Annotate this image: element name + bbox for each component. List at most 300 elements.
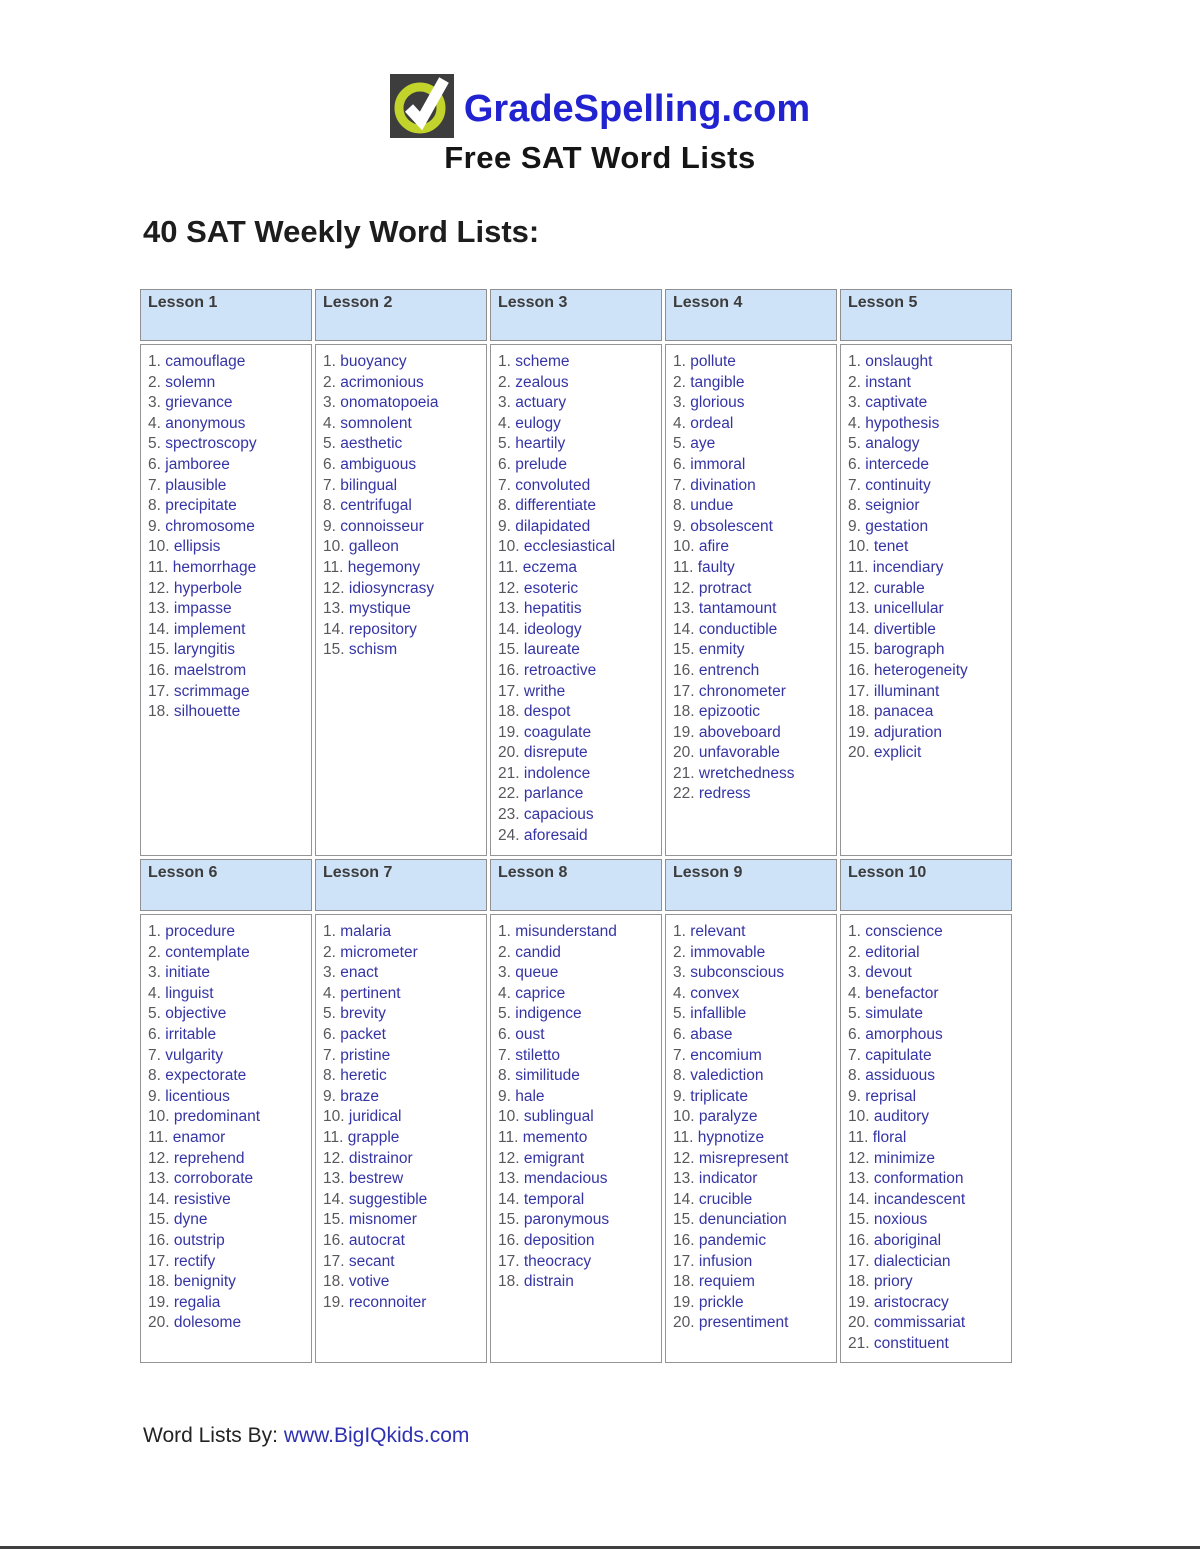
word-link[interactable]: malaria [340,923,392,940]
word-item [848,640,1007,661]
bigiqkids-link[interactable]: www.BigIQkids.com [283,1424,470,1448]
word-link[interactable]: benignity [173,1273,236,1291]
word-item [848,455,1007,476]
word-link[interactable]: candid [515,943,561,961]
word-item [498,352,657,373]
brand-name[interactable]: GradeSpelling.com [463,88,811,130]
word-link[interactable]: brevity [340,1005,386,1023]
word-link[interactable]: hemorrhage [172,558,257,576]
word-link[interactable]: ordeal [690,414,734,432]
word-link[interactable]: crucible [698,1190,753,1208]
word-link[interactable]: schism [348,641,398,659]
lesson-words-cell [315,914,487,1363]
word-item [673,558,832,579]
lesson-header: Lesson 2 [315,289,487,341]
word-link[interactable]: devout [865,964,912,982]
word-link[interactable]: idiosyncrasy [348,579,435,597]
word-link[interactable]: abase [690,1025,733,1043]
word-item [323,537,482,558]
word-number: 13. [323,1170,345,1188]
page-title: 40 SAT Weekly Word Lists: [143,214,540,249]
word-link[interactable]: paronymous [523,1211,610,1229]
word-number: 11. [848,1128,869,1146]
word-number: 7. [498,1046,511,1064]
word-item [673,414,832,435]
word-link[interactable]: maelstrom [173,661,247,679]
word-link[interactable]: enmity [698,641,745,659]
word-link[interactable]: immovable [690,943,766,961]
word-link[interactable]: noxious [873,1211,928,1229]
word-item [848,476,1007,497]
word-item [848,963,1007,984]
word-link[interactable]: convex [690,984,740,1002]
word-number: 16. [498,661,520,679]
word-link[interactable]: corroborate [173,1170,254,1188]
lesson-words-row [140,344,1012,856]
word-item [323,517,482,538]
word-link[interactable]: heartily [515,435,566,453]
word-link[interactable]: queue [515,964,559,982]
word-number: 3. [848,394,861,412]
word-link[interactable]: divination [690,476,756,494]
word-item [148,1128,307,1149]
word-number: 5. [848,1005,861,1023]
word-link[interactable]: hegemony [347,558,421,576]
word-number: 10. [848,1108,870,1126]
word-number: 16. [673,661,695,679]
word-link[interactable]: oust [515,1025,545,1043]
word-number: 10. [323,538,345,556]
word-link[interactable]: unicellular [873,600,944,618]
word-link[interactable]: onslaught [865,353,933,370]
word-link[interactable]: coagulate [523,723,592,741]
word-item [848,1107,1007,1128]
word-link[interactable]: prelude [515,455,567,473]
word-number: 10. [673,538,695,556]
word-link[interactable]: laureate [523,641,580,659]
word-link[interactable]: procedure [165,923,236,940]
word-link[interactable]: memento [522,1128,588,1146]
word-link[interactable]: glorious [690,394,745,412]
word-link[interactable]: theocracy [523,1252,592,1270]
word-number: 5. [148,435,161,453]
word-link[interactable]: grapple [347,1128,400,1146]
word-link[interactable]: curable [873,579,925,597]
word-number: 18. [673,703,695,721]
word-link[interactable]: paralyze [698,1108,758,1126]
word-link[interactable]: infusion [698,1252,753,1270]
word-link[interactable]: eczema [522,558,577,576]
word-item [498,1128,657,1149]
word-link[interactable]: solemn [165,373,216,391]
word-number: 12. [323,579,345,597]
word-item [148,1252,307,1273]
word-link[interactable]: dolesome [173,1314,242,1332]
word-link[interactable]: unfavorable [698,744,780,762]
word-link[interactable]: relevant [690,923,746,940]
word-link[interactable]: subconscious [690,964,785,982]
word-number: 2. [673,943,686,961]
word-item [148,414,307,435]
word-link[interactable]: bilingual [340,476,398,494]
word-item [498,702,657,723]
word-link[interactable]: aboveboard [698,723,781,741]
word-lists-table [137,286,1015,1366]
word-item [323,1046,482,1067]
word-item [673,1066,832,1087]
word-link[interactable]: contemplate [165,943,250,961]
word-link[interactable]: stiletto [515,1046,561,1064]
word-link[interactable]: misrepresent [698,1149,789,1167]
word-link[interactable]: faulty [697,558,735,576]
word-link[interactable]: prickle [698,1293,744,1311]
word-number: 13. [498,600,520,618]
word-link[interactable]: chronometer [698,682,786,700]
word-item [673,784,832,805]
word-link[interactable]: outstrip [173,1231,225,1249]
word-item [848,661,1007,682]
word-link[interactable]: galleon [348,538,399,556]
word-link[interactable]: writhe [523,682,566,700]
word-link[interactable]: enact [340,964,379,982]
word-number: 10. [323,1108,345,1126]
word-link[interactable]: mendacious [523,1170,608,1188]
word-link[interactable]: afire [698,538,730,556]
word-link[interactable]: amorphous [865,1025,943,1043]
word-link[interactable]: reprisal [865,1087,917,1105]
word-link[interactable]: explicit [873,744,922,762]
word-item [148,1046,307,1067]
word-link[interactable]: silhouette [173,703,241,721]
word-link[interactable]: autocrat [348,1231,405,1249]
word-number: 12. [498,579,520,597]
word-link[interactable]: requiem [698,1273,755,1291]
word-link[interactable]: bestrew [348,1170,404,1188]
word-item [848,1334,1007,1355]
word-link[interactable]: encomium [690,1046,762,1064]
word-item [498,764,657,785]
word-link[interactable]: jamboree [165,455,230,473]
word-link[interactable]: repository [348,620,417,638]
lesson-words-cell [315,344,487,856]
word-link[interactable]: pandemic [698,1231,767,1249]
word-item [673,352,832,373]
word-link[interactable]: epizootic [698,703,761,721]
word-item [673,1210,832,1231]
word-link[interactable]: anonymous [165,414,246,432]
word-link[interactable]: indigence [515,1005,582,1023]
word-link[interactable]: somnolent [340,414,412,432]
word-link[interactable]: rectify [173,1252,216,1270]
word-number: 18. [498,1273,520,1291]
word-link[interactable]: heretic [340,1067,387,1085]
word-number: 17. [673,1252,695,1270]
word-number: 18. [848,1273,870,1291]
word-link[interactable]: protract [698,579,752,597]
word-link[interactable]: juridical [348,1108,402,1126]
word-link[interactable]: linguist [165,984,214,1002]
word-link[interactable]: retroactive [523,661,597,679]
word-link[interactable]: undue [690,497,734,515]
word-link[interactable]: constituent [873,1334,949,1352]
word-link[interactable]: pristine [340,1046,391,1064]
word-number: 11. [673,558,694,576]
word-link[interactable]: benefactor [865,984,939,1002]
word-link[interactable]: esoteric [523,579,579,597]
word-link[interactable]: resistive [173,1190,231,1208]
word-number: 8. [498,1067,511,1085]
word-number: 10. [673,1108,695,1126]
lesson-words-cell [140,914,312,1363]
word-number: 20. [148,1314,170,1332]
word-link[interactable]: ideology [523,620,582,638]
word-link[interactable]: irritable [165,1025,217,1043]
word-link[interactable]: entrench [698,661,760,679]
word-link[interactable]: scheme [515,353,570,370]
word-link[interactable]: licentious [165,1087,230,1105]
word-link[interactable]: ambiguous [340,455,417,473]
word-item [673,963,832,984]
word-link[interactable]: parlance [523,785,584,803]
word-link[interactable]: sublingual [523,1108,594,1126]
word-link[interactable]: suggestible [348,1190,428,1208]
word-link[interactable]: acrimonious [340,373,424,391]
word-link[interactable]: indicator [698,1170,758,1188]
word-link[interactable]: expectorate [165,1067,247,1085]
word-link[interactable]: denunciation [698,1211,787,1229]
word-link[interactable]: despot [523,703,571,721]
word-link[interactable]: tantamount [698,600,777,618]
word-link[interactable]: chromosome [165,517,255,535]
word-item [498,1169,657,1190]
word-link[interactable]: misunderstand [515,923,617,940]
word-link[interactable]: intercede [865,455,930,473]
word-item [148,579,307,600]
word-link[interactable]: assiduous [865,1067,936,1085]
word-link[interactable]: hypothesis [865,414,940,432]
word-number: 19. [498,723,520,741]
footer-credit-label: Word Lists By: [143,1424,284,1448]
word-link[interactable]: simulate [865,1005,923,1023]
word-number: 15. [498,641,520,659]
word-item [148,963,307,984]
word-link[interactable]: plausible [165,476,227,494]
word-link[interactable]: scrimmage [173,682,250,700]
word-link[interactable]: conformation [873,1170,964,1188]
word-item [148,558,307,579]
word-link[interactable]: valediction [690,1067,764,1085]
word-link[interactable]: braze [340,1087,380,1105]
word-link[interactable]: votive [348,1273,390,1291]
word-link[interactable]: capitulate [865,1046,932,1064]
word-link[interactable]: ecclesiastical [523,538,616,556]
word-item [673,743,832,764]
word-link[interactable]: impasse [173,600,232,618]
word-link[interactable]: distrain [523,1273,574,1291]
word-link[interactable]: caprice [515,984,566,1002]
word-link[interactable]: redress [698,785,751,803]
word-number: 9. [848,517,861,535]
word-link[interactable]: floral [872,1128,907,1146]
word-link[interactable]: panacea [873,703,934,721]
word-number: 14. [323,1190,345,1208]
word-link[interactable]: hypnotize [697,1128,765,1146]
word-link[interactable]: adjuration [873,723,942,741]
word-link[interactable]: commissariat [873,1314,966,1332]
word-item [673,1149,832,1170]
word-item [673,620,832,641]
word-link[interactable]: aforesaid [523,826,588,844]
word-link[interactable]: ellipsis [173,538,221,556]
word-link[interactable]: disrepute [523,744,588,762]
word-number: 2. [498,373,511,391]
word-link[interactable]: dialectician [873,1252,951,1270]
word-link[interactable]: illuminant [873,682,940,700]
word-link[interactable]: divertible [873,620,936,638]
word-link[interactable]: aboriginal [873,1231,942,1249]
word-link[interactable]: temporal [523,1190,585,1208]
word-number: 11. [148,1128,169,1146]
word-link[interactable]: enamor [172,1128,226,1146]
word-link[interactable]: secant [348,1252,395,1270]
word-link[interactable]: instant [865,373,911,391]
word-item [323,455,482,476]
word-link[interactable]: reconnoiter [348,1293,427,1311]
word-number: 4. [498,414,511,432]
word-link[interactable]: wretchedness [698,764,795,782]
word-link[interactable]: reprehend [173,1149,245,1167]
word-link[interactable]: differentiate [515,497,596,515]
word-link[interactable]: packet [340,1025,386,1043]
word-link[interactable]: convoluted [515,476,591,494]
word-link[interactable]: captivate [865,394,928,412]
word-link[interactable]: deposition [523,1231,595,1249]
lesson-header: Lesson 1 [140,289,312,341]
word-link[interactable]: editorial [865,943,920,961]
word-link[interactable]: emigrant [523,1149,585,1167]
word-link[interactable]: onomatopoeia [340,394,439,412]
word-link[interactable]: minimize [873,1149,936,1167]
word-link[interactable]: aesthetic [340,435,403,453]
word-link[interactable]: actuary [515,394,567,412]
word-link[interactable]: camouflage [165,353,246,370]
word-link[interactable]: micrometer [340,943,418,961]
word-link[interactable]: pollute [690,353,736,370]
word-number: 3. [498,964,511,982]
word-link[interactable]: spectroscopy [165,435,257,453]
word-link[interactable]: auditory [873,1108,930,1126]
word-link[interactable]: heterogeneity [873,661,968,679]
word-number: 1. [848,923,861,940]
word-item [323,373,482,394]
word-link[interactable]: centrifugal [340,497,412,515]
word-number: 6. [673,1025,686,1043]
word-link[interactable]: tenet [873,538,909,556]
word-item [148,373,307,394]
word-link[interactable]: conscience [865,923,943,940]
word-item [673,1231,832,1252]
word-item [848,496,1007,517]
word-link[interactable]: precipitate [165,497,237,515]
word-link[interactable]: hepatitis [523,600,582,618]
word-link[interactable]: seignior [865,497,920,515]
word-item [498,743,657,764]
word-number: 7. [323,476,336,494]
word-link[interactable]: indolence [523,764,591,782]
word-link[interactable]: capacious [523,806,594,824]
word-link[interactable]: immoral [690,455,746,473]
word-link[interactable]: hyperbole [173,579,242,597]
word-link[interactable]: eulogy [515,414,561,432]
word-link[interactable]: obsolescent [690,517,773,535]
word-item [848,984,1007,1005]
word-link[interactable]: dilapidated [515,517,591,535]
word-link[interactable]: implement [173,620,246,638]
word-link[interactable]: tangible [690,373,745,391]
word-link[interactable]: incendiary [872,558,944,576]
word-link[interactable]: conductible [698,620,778,638]
word-number: 11. [323,558,344,576]
word-link[interactable]: triplicate [690,1087,748,1105]
word-link[interactable]: zealous [515,373,569,391]
word-item [498,1087,657,1108]
word-link[interactable]: infallible [690,1005,747,1023]
word-number: 8. [848,497,861,515]
word-link[interactable]: priory [873,1273,913,1291]
word-link[interactable]: continuity [865,476,931,494]
word-link[interactable]: pertinent [340,984,401,1002]
word-number: 5. [848,435,861,453]
word-link[interactable]: analogy [865,435,920,453]
word-item [148,1190,307,1211]
word-item [498,805,657,826]
word-number: 1. [673,353,686,370]
word-link[interactable]: objective [165,1005,227,1023]
word-link[interactable]: regalia [173,1293,221,1311]
word-link[interactable]: grievance [165,394,233,412]
word-link[interactable]: aristocracy [873,1293,949,1311]
word-link[interactable]: incandescent [873,1190,966,1208]
lesson-header: Lesson 10 [840,859,1012,911]
word-item [848,1066,1007,1087]
word-item [148,1272,307,1293]
word-link[interactable]: distrainor [348,1149,413,1167]
word-link[interactable]: similitude [515,1067,580,1085]
word-number: 16. [848,1231,870,1249]
word-number: 2. [148,943,161,961]
word-link[interactable]: dyne [173,1211,208,1229]
word-link[interactable]: presentiment [698,1314,789,1332]
word-link[interactable]: gestation [865,517,929,535]
word-link[interactable]: initiate [165,964,211,982]
word-link[interactable]: mystique [348,600,411,618]
word-item [323,1252,482,1273]
word-number: 4. [498,984,511,1002]
word-link[interactable]: buoyancy [340,353,407,370]
word-link[interactable]: misnomer [348,1211,417,1229]
word-item [673,1313,832,1334]
word-link[interactable]: hale [515,1087,545,1105]
word-link[interactable]: barograph [873,641,945,659]
word-link[interactable]: vulgarity [165,1046,223,1064]
word-link[interactable]: laryngitis [173,641,236,659]
word-number: 14. [498,620,520,638]
word-number: 19. [848,1293,870,1311]
word-item [673,476,832,497]
word-link[interactable]: predominant [173,1108,261,1126]
word-link[interactable]: connoisseur [340,517,424,535]
word-link[interactable]: aye [690,435,716,453]
